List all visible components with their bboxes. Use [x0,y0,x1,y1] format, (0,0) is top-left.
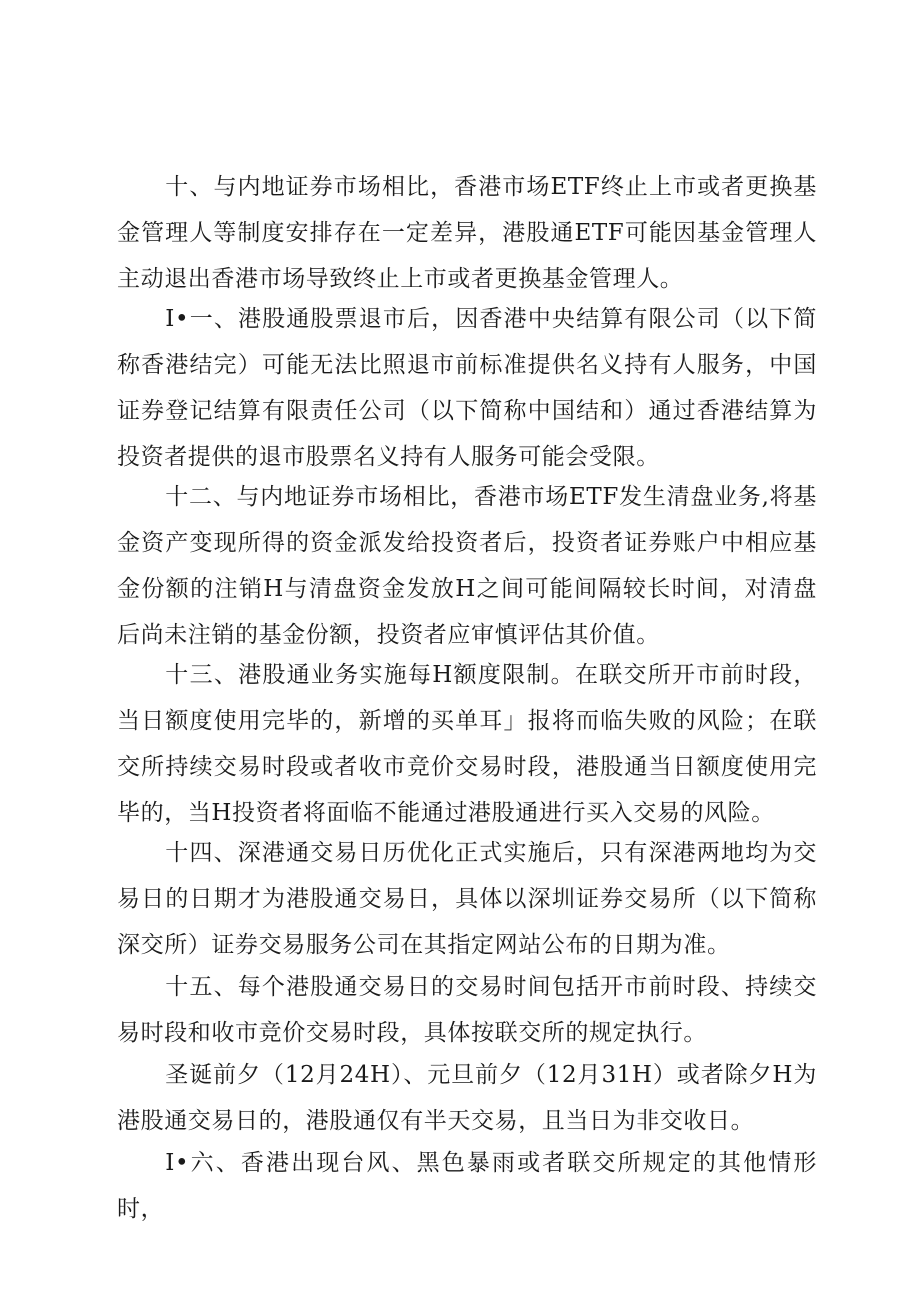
paragraph-11: I•一、港股通股票退市后，因香港中央结算有限公司（以下简称香港结完）可能无法比照退市前标准提供名义持有人服务，中国证券登记结算有限责任公司（以下简称中国结和）通过香港结算为投资者提供的退市股票名义持有人服务可能会受限。 [117,306,817,470]
paragraph-14: 十四、深港通交易日历优化正式实施后，只有深港两地均为交易日的日期才为港股通交易日，具体以深圳证券交易所（以下简称深交所）证券交易服务公司在其指定网站公布的日期为准。 [117,840,817,958]
paragraph-10: 十、与内地证券市场相比，香港市场ETF终止上市或者更换基金管理人等制度安排存在一定差异，港股通ETF可能因基金管理人主动退出香港市场导致终止上市或者更换基金管理人。 [117,174,817,292]
paragraph-13: 十三、港股通业务实施每H额度限制。在联交所开市前时段，当日额度使用完毕的，新增的买单耳」报将而临失败的风险；在联交所持续交易时段或者收市竞价交易时段，港股通当日额度使用完毕的，当H投资者将面临不能通过港股通进行买入交易的风险。 [117,662,817,826]
paragraph-15: 十五、每个港股通交易日的交易时间包括开市前时段、持续交易时段和收市竞价交易时段，具体按联交所的规定执行。 [117,974,817,1046]
paragraph-12: 十二、与内地证券市场相比，香港市场ETF发生清盘业务,将基金资产变现所得的资金派发给投资者后，投资者证券账户中相应基金份额的注销H与清盘资金发放H之间可能间隔较长时间，对清盘后尚未注销的基金份额，投资者应审慎评估其价值。 [117,484,817,648]
paragraph-16: I•六、香港出现台风、黑色暴雨或者联交所规定的其他情形时， [117,1150,817,1222]
paragraph-15-holiday-note: 圣诞前夕（12月24H）、元旦前夕（12月31H）或者除夕H为港股通交易日的，港股通仅有半天交易，且当日为非交收日。 [117,1062,817,1134]
